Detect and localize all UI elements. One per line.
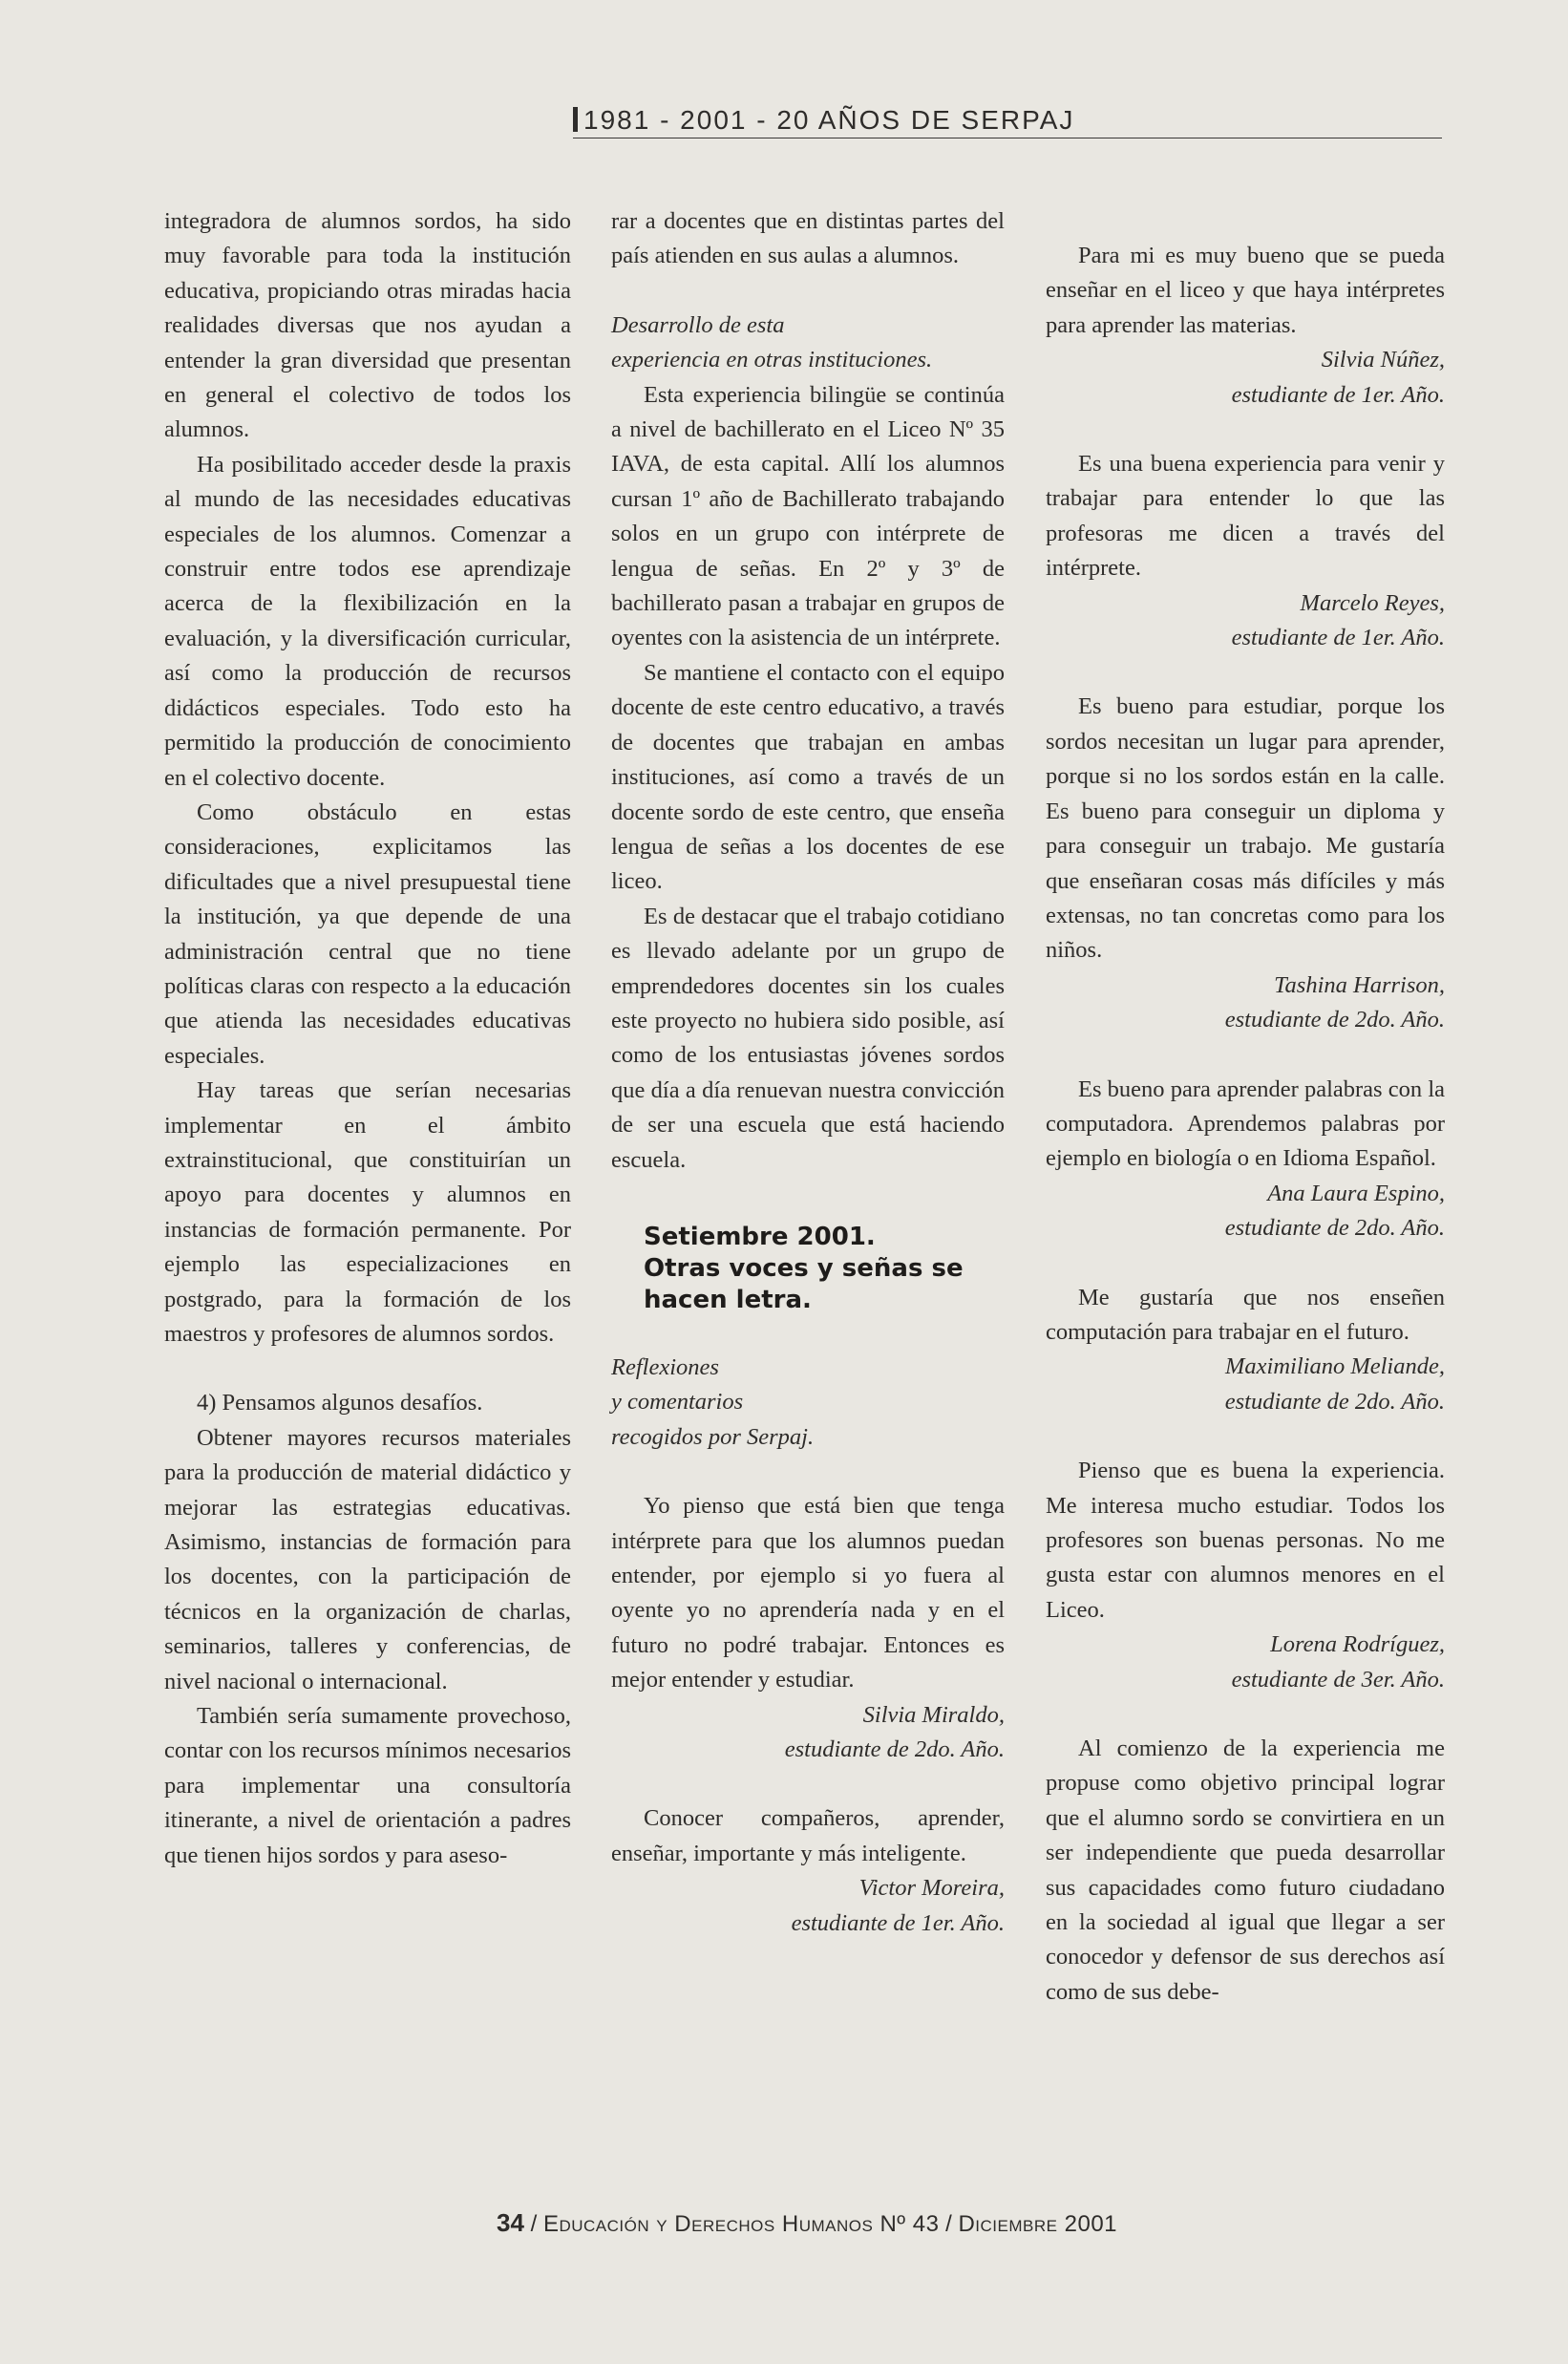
signature-name: Maximiliano Meliande, <box>1225 1353 1445 1380</box>
paragraph: Ha posibilitado acceder desde la praxis al mundo de las necesidades educativas especiales de los alumnos. Comenzar a construir entre todos ese aprendizaje acerca de la flexibilización en la evaluación, y la diversificación curricular, así como la producción de recursos didácticos especiales. Todo esto ha permitido la producción de conocimiento en el colectivo docente. <box>164 451 571 791</box>
column-2 <box>611 204 1005 1941</box>
student-quote: Es una buena experiencia para venir y trabajar para entender lo que las profesoras me dicen a través del intérprete. <box>1046 451 1445 582</box>
student-quote: Me gustaría que nos enseñen computación para trabajar en el futuro. <box>1046 1284 1445 1345</box>
paragraph: 4) Pensamos algunos desafíos. <box>197 1390 483 1416</box>
paragraph: rar a docentes que en distintas partes del país atienden en sus aulas a alumnos. <box>611 208 1005 269</box>
paragraph: Como obstáculo en estas consideraciones, explicitamos las dificultades que a nivel presupuestal tiene la institución, ya que depende de una administración central que no tiene políticas claras con respecto a la educación que atienda las necesidades educativas especiales. <box>164 799 571 1069</box>
paragraph: Es de destacar que el trabajo cotidiano es llevado adelante por un grupo de emprendedores docentes sin los cuales este proyecto no hubiera sido posible, así como de los entusiastas jóvenes sordos que día a día renuevan nuestra convicción de ser una escuela que está haciendo escuela. <box>611 903 1005 1173</box>
footer-separator: / <box>945 2211 952 2237</box>
signature-name: Silvia Núñez, <box>1321 347 1445 373</box>
student-quote: Es bueno para aprender palabras con la computadora. Aprendemos palabras por ejemplo en biología o en Idioma Español. <box>1046 1076 1445 1172</box>
student-quote: Conocer compañeros, aprender, enseñar, importante y más inteligente. <box>611 1805 1005 1866</box>
paragraph: Obtener mayores recursos materiales para la producción de material didáctico y mejorar las estrategias educativas. Asimismo, instancias de formación para los docentes, con la participación de técnicos en la organización de charlas, seminarios, talleres y conferencias, de nivel nacional o internacional. <box>164 1424 571 1694</box>
paragraph: Hay tareas que serían necesarias implementar en el ámbito extrainstitucional, que constituirían un apoyo para docentes y alumnos en instancias de formación permanente. Por ejemplo las especializaciones en postgrado, para la formación de los maestros y profesores de alumnos sordos. <box>164 1077 571 1347</box>
intro-line: Reflexiones <box>611 1353 719 1380</box>
signature-name: Ana Laura Espino, <box>1267 1180 1445 1206</box>
signature-role: estudiante de 1er. Año. <box>1231 625 1445 651</box>
column-1 <box>164 204 571 1873</box>
intro-line: recogidos por Serpaj. <box>611 1423 815 1450</box>
student-quote: Yo pienso que está bien que tenga intérprete para que los alumnos puedan entender, por ejemplo si yo fuera al oyente yo no aprendería nada y en el futuro no podré trabajar. Entonces es mejor entender y estudiar. <box>611 1493 1005 1693</box>
signature-role: estudiante de 2do. Año. <box>1224 1388 1445 1415</box>
column-3 <box>1046 239 1445 2010</box>
subheading-line: experiencia en otras instituciones. <box>611 347 933 373</box>
signature-role: estudiante de 2do. Año. <box>1224 1007 1445 1033</box>
signature-role: estudiante de 1er. Año. <box>791 1909 1005 1936</box>
section-heading: Setiembre 2001. <box>644 1222 876 1251</box>
footer-separator: / <box>530 2211 538 2237</box>
subheading-line: Desarrollo de esta <box>611 311 785 338</box>
paragraph: Esta experiencia bilingüe se continúa a nivel de bachillerato en el Liceo Nº 35 IAVA, de esta capital. Allí los alumnos cursan 1º año de Bachillerato trabajando solos en un grupo con intérprete de lengua de señas. En 2º y 3º de bachillerato pasan a trabajar en grupos de oyentes con la asistencia de un intérprete. <box>611 381 1005 651</box>
section-heading: hacen letra. <box>644 1285 812 1314</box>
header-marker <box>573 107 578 132</box>
signature-role: estudiante de 3er. Año. <box>1231 1666 1445 1693</box>
signature-name: Marcelo Reyes, <box>1300 589 1445 616</box>
student-quote: Es bueno para estudiar, porque los sordos necesitan un lugar para aprender, porque si no los sordos están en la calle. Es bueno para conseguir un diploma y para conseguir un trabajo. Me gustaría que enseñaran cosas más difíciles y más extensas, no tan concretas como para los niños. <box>1046 693 1445 964</box>
student-quote: Para mi es muy bueno que se pueda enseñar en el liceo y que haya intérpretes para aprender las materias. <box>1046 243 1445 338</box>
page-footer <box>497 2208 1165 2238</box>
signature-name: Lorena Rodríguez, <box>1270 1631 1445 1658</box>
section-heading: Otras voces y señas se <box>644 1253 964 1283</box>
header-title: 1981 - 2001 - 20 AÑOS DE SERPAJ <box>583 105 1075 135</box>
paragraph: También sería sumamente provechoso, contar con los recursos mínimos necesarios para implementar una consultoría itinerante, a nivel de orientación a padres que tienen hijos sordos y para aseso- <box>164 1703 571 1868</box>
signature-role: estudiante de 1er. Año. <box>1231 381 1445 408</box>
running-header <box>573 105 1442 138</box>
paragraph: Se mantiene el contacto con el equipo docente de este centro educativo, a través de docentes que trabajan en ambas instituciones, así como a través de un docente sordo de este centro, que enseña lengua de señas a los docentes de ese liceo. <box>611 659 1005 895</box>
student-quote: Pienso que es buena la experiencia. Me interesa mucho estudiar. Todos los profesores son buenas personas. No me gusta estar con alumnos menores en el Liceo. <box>1046 1458 1445 1623</box>
page-number: 34 <box>497 2208 524 2237</box>
publication-date: Diciembre 2001 <box>958 2211 1118 2237</box>
paragraph: integradora de alumnos sordos, ha sido muy favorable para toda la institución educativa, propiciando otras miradas hacia realidades diversas que nos ayudan a entender la gran diversidad que presentan en general el colectivo de todos los alumnos. <box>164 208 571 443</box>
signature-role: estudiante de 2do. Año. <box>784 1736 1005 1763</box>
intro-line: y comentarios <box>611 1389 744 1416</box>
publication-name: Educación y Derechos Humanos Nº 43 <box>542 2211 940 2237</box>
signature-name: Victor Moreira, <box>858 1875 1005 1902</box>
paragraph: Al comienzo de la experiencia me propuse como objetivo principal lograr que el alumno sordo se convirtiera en un ser independiente que pueda desarrollar sus capacidades como futuro ciudadano en la sociedad al igual que llegar a ser conocedor y defensor de sus derechos así como de sus debe- <box>1046 1736 1445 2005</box>
signature-name: Silvia Miraldo, <box>862 1701 1005 1728</box>
signature-role: estudiante de 2do. Año. <box>1224 1215 1445 1242</box>
signature-name: Tashina Harrison, <box>1274 971 1445 998</box>
